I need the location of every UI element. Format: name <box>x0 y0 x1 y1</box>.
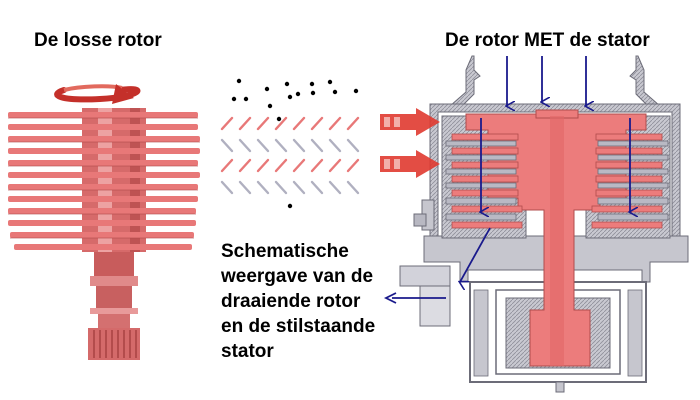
rotor-motor <box>88 328 140 360</box>
rotor-with-stator-title: De rotor MET de stator <box>445 30 650 51</box>
loose-rotor <box>8 84 200 360</box>
caption-line: draaiende rotor <box>221 291 361 312</box>
caption-line: weergave van de <box>221 266 374 287</box>
caption-line: stator <box>221 341 274 362</box>
rotation-arrow-icon <box>57 84 137 104</box>
schematic-stator-blades <box>222 140 358 193</box>
loose-rotor-title: De losse rotor <box>34 30 162 51</box>
gas-molecules <box>232 79 358 208</box>
caption-line: Schematische <box>221 241 349 262</box>
pump-cross-section <box>380 56 688 392</box>
schematic-caption <box>221 239 375 364</box>
rotor-shaft <box>94 252 134 276</box>
schematic-rotor-blades <box>222 118 358 171</box>
caption-line: en de stilstaande <box>221 316 376 337</box>
